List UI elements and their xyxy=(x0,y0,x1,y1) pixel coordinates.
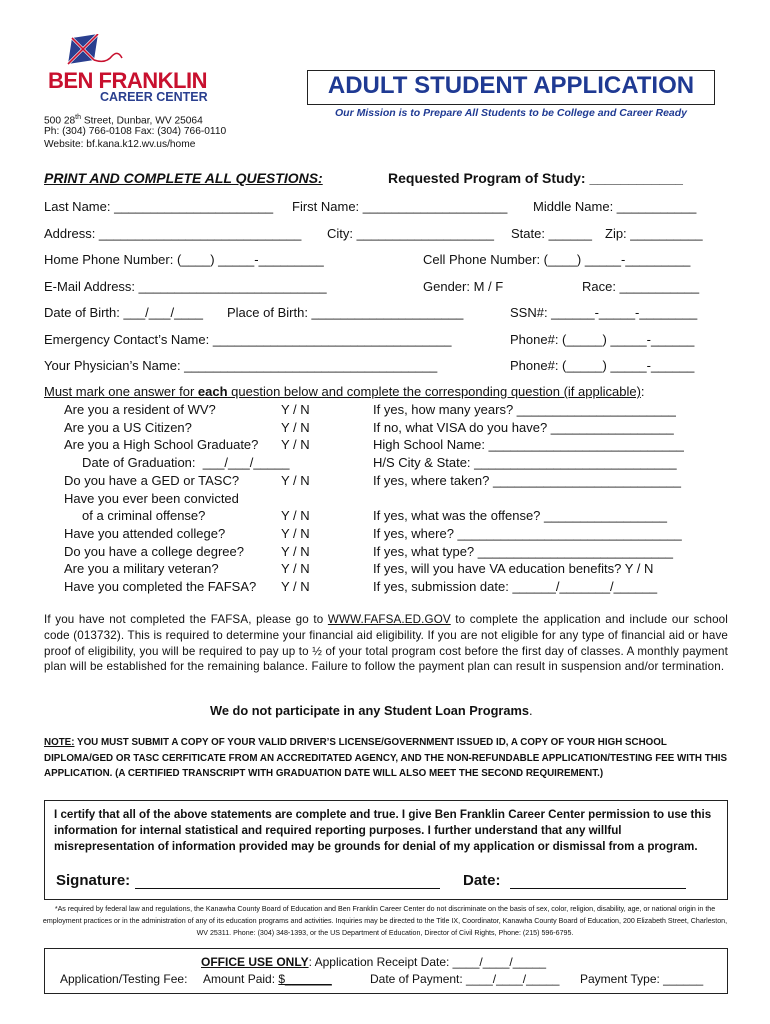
school-phone-fax: Ph: (304) 766-0108 Fax: (304) 766-0110 xyxy=(44,126,227,137)
question-text: of a criminal offense? xyxy=(64,508,206,524)
question-text: Have you attended college? xyxy=(64,525,226,541)
question-text: Are you a resident of WV? xyxy=(64,402,216,417)
certification-text: I certify that all of the above statements are complete and true. I give Ben Franklin Career Center permission to use this information for internal statistical and required reporting purposes. I further understand that any willful misrepresentation of information provided may be grounds for denial of my application or dismissal from a program. xyxy=(54,808,712,853)
program-field[interactable]: Requested Program of Study: ____________ xyxy=(388,170,683,186)
logo xyxy=(40,34,230,106)
followup-field[interactable]: If yes, where taken? __________________________ xyxy=(373,472,681,488)
date-label: Date: xyxy=(463,872,501,889)
ssn-field[interactable]: SSN#: ______-_____-________ xyxy=(510,305,698,320)
yes-no-answer[interactable]: Y / N xyxy=(281,472,310,488)
middle-name-field[interactable]: Middle Name: ___________ xyxy=(533,199,697,214)
question-text: Have you ever been convicted xyxy=(64,490,239,506)
followup-field[interactable]: If yes, where? _______________________________ xyxy=(373,525,682,541)
address-field[interactable]: Address: ____________________________ xyxy=(44,226,302,241)
yes-no-answer[interactable]: Y / N xyxy=(281,402,310,417)
last-name-field[interactable]: Last Name: ______________________ xyxy=(44,199,274,214)
question-text: Are you a military veteran? xyxy=(64,561,219,577)
logo-name: BEN FRANKLIN xyxy=(48,68,207,93)
note-paragraph: NOTE: YOU MUST SUBMIT A COPY OF YOUR VALID DRIVER’S LICENSE/GOVERNMENT ISSUED ID, A COPY OF YOUR HIGH SCHOOL DIPLOMA/GED OR TASC CERFITICATE FROM AN ACCREDITATED AGENCY, AND THE NON-REFUNDABLE APPLICATION/TESTING FEE WITH THIS APPLICATION. (A CERTIFIED TRANSCRIPT WITH GRADUATION DATE WILL ALSO MEET THE SECOND REQUIREMENT.) xyxy=(44,737,728,780)
followup-field[interactable]: If yes, submission date: ______/_______/______ xyxy=(373,579,658,594)
yes-no-answer[interactable]: Y / N xyxy=(281,419,310,435)
followup-field[interactable]: If yes, what was the offense? _________________ xyxy=(373,508,667,524)
pob-field[interactable]: Place of Birth: _____________________ xyxy=(227,305,464,320)
yes-no-answer[interactable]: Y / N xyxy=(281,508,310,524)
amount-paid-field[interactable]: Amount Paid: $_______ xyxy=(203,972,332,986)
school-address: 500 28th Street, Dunbar, WV 25064 xyxy=(44,114,203,127)
question-text: Are you a US Citizen? xyxy=(64,419,192,435)
page-title: ADULT STUDENT APPLICATION xyxy=(327,72,695,99)
nondiscrimination-notice: *As required by federal law and regulations, the Kanawha County Board of Education and Ben Franklin Career Center do not discriminate on the basis of sex, color, religion, disability, age, or national origin in the employment practices or in the administration of any of its education programs and activities. Inquiries may be directed to the Title IX, Coordinator, Kanawha County Board of Education, 200 Elizabeth Street, Charleston, WV 25311. Phone: (304) 348-1393, or the US Department of Education, Director of Civil Rights, Phone: (215) 596-6795. xyxy=(42,905,728,937)
office-use-row-1: OFFICE USE ONLY: Application Receipt Date: ____/____/_____ xyxy=(201,955,547,969)
followup-field[interactable]: If yes, will you have VA education benefits? Y / N xyxy=(373,561,654,577)
followup-field[interactable]: If no, what VISA do you have? _________________ xyxy=(373,419,674,435)
application-fee-label: Application/Testing Fee: xyxy=(60,972,188,986)
payment-date-field[interactable]: Date of Payment: ____/____/_____ xyxy=(370,972,560,986)
physician-field[interactable]: Your Physician’s Name: ___________________________________ xyxy=(44,358,438,373)
cell-phone-field[interactable]: Cell Phone Number: (____) _____-_________ xyxy=(423,252,691,267)
question-text: Have you completed the FAFSA? xyxy=(64,579,257,594)
signature-line[interactable] xyxy=(135,873,440,889)
yes-no-answer[interactable]: Y / N xyxy=(281,543,310,559)
state-field[interactable]: State: ______ xyxy=(511,226,592,241)
fafsa-link[interactable]: WWW.FAFSA.ED.GOV xyxy=(327,613,451,626)
race-field[interactable]: Race: ___________ xyxy=(582,279,700,294)
school-website: Website: bf.kana.k12.wv.us/home xyxy=(44,139,196,150)
mission-statement: Our Mission is to Prepare All Students to be College and Career Ready xyxy=(334,107,688,119)
question-text: Date of Graduation: ___/___/_____ xyxy=(64,455,290,471)
fafsa-paragraph: If you have not completed the FAFSA, please go to WWW.FAFSA.ED.GOV to complete the application and include our school code (013732). This is required to determine your financial aid eligibility. If you are not eligible for any type of financial aid or have proof of eligibility, you will be required to pay up to ½ of your total program cost before the first day of classes. A monthly payment plan will be established for the remaining balance. Failure to follow the payment plan can result in suspension and/or termination. xyxy=(44,613,728,674)
physician-phone-field[interactable]: Phone#: (_____) _____-______ xyxy=(510,358,695,373)
followup-field[interactable]: If yes, how many years? ______________________ xyxy=(373,402,676,417)
yes-no-answer[interactable]: Y / N xyxy=(281,437,310,453)
date-line[interactable] xyxy=(510,873,686,889)
payment-type-field[interactable]: Payment Type: ______ xyxy=(580,972,704,986)
question-text: Do you have a college degree? xyxy=(64,543,244,559)
signature-label: Signature: xyxy=(56,872,131,889)
first-name-field[interactable]: First Name: ____________________ xyxy=(292,199,508,214)
followup-field[interactable]: High School Name: ___________________________ xyxy=(373,437,684,453)
email-field[interactable]: E-Mail Address: __________________________ xyxy=(44,279,327,294)
questions-intro: Must mark one answer for each question below and complete the corresponding question (if applicable): xyxy=(44,384,645,399)
loan-statement: We do not participate in any Student Loan Programs. xyxy=(210,703,533,718)
home-phone-field[interactable]: Home Phone Number: (____) _____-_________ xyxy=(44,252,324,267)
zip-field[interactable]: Zip: __________ xyxy=(605,226,703,241)
city-field[interactable]: City: ___________________ xyxy=(327,226,494,241)
emergency-phone-field[interactable]: Phone#: (_____) _____-______ xyxy=(510,332,695,347)
yes-no-answer[interactable]: Y / N xyxy=(281,579,310,594)
followup-field[interactable]: If yes, what type? ___________________________ xyxy=(373,543,673,559)
dob-field[interactable]: Date of Birth: ___/___/____ xyxy=(44,305,204,320)
gender-field[interactable]: Gender: M / F xyxy=(423,279,504,294)
yes-no-answer[interactable]: Y / N xyxy=(281,561,310,577)
logo-subtitle: CAREER CENTER xyxy=(100,90,208,104)
followup-field[interactable]: H/S City & State: ____________________________ xyxy=(373,455,677,471)
yes-no-answer[interactable]: Y / N xyxy=(281,525,310,541)
question-text: Do you have a GED or TASC? xyxy=(64,472,240,488)
instruction-heading: PRINT AND COMPLETE ALL QUESTIONS: xyxy=(44,170,323,186)
question-text: Are you a High School Graduate? xyxy=(64,437,259,453)
emergency-contact-field[interactable]: Emergency Contact’s Name: _________________________________ xyxy=(44,332,452,347)
